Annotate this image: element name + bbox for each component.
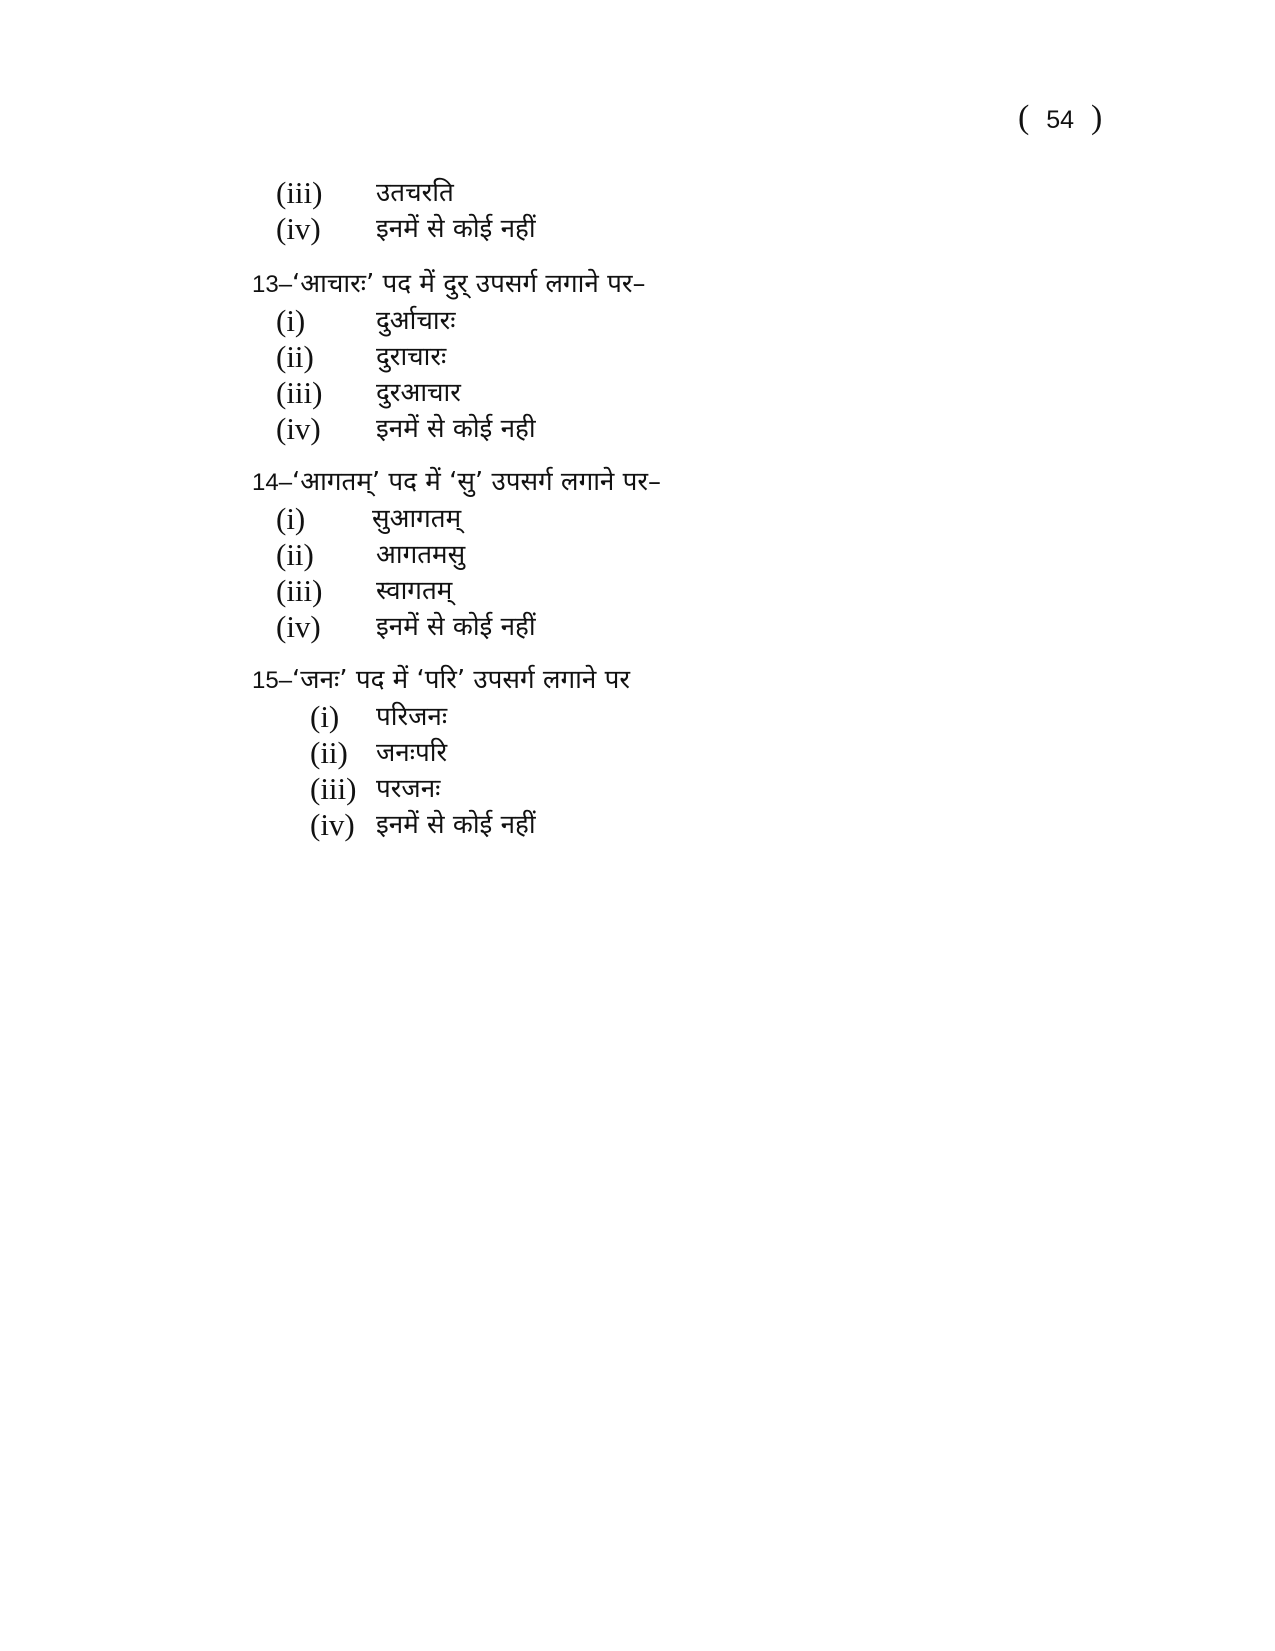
- question-text: ‘जनः’ पद में ‘परि’ उपसर्ग लगाने पर: [292, 665, 630, 695]
- question-number: 13–: [252, 271, 293, 298]
- question-15: [252, 660, 630, 700]
- option-roman: (iii): [310, 771, 357, 806]
- option-roman: (ii): [310, 735, 348, 770]
- option-text: परजनः: [376, 774, 441, 804]
- option-roman: (iv): [310, 807, 355, 842]
- question-number: 14–: [252, 469, 293, 496]
- option-text: इनमें से कोई नहीं: [376, 214, 536, 244]
- option-roman: (ii): [276, 339, 314, 374]
- page-number: [1018, 98, 1102, 140]
- option-text: इनमें से कोई नहीं: [376, 810, 536, 840]
- option-text: दुराचारः: [376, 342, 447, 372]
- option-roman: (iv): [276, 411, 321, 446]
- question-14: [252, 462, 661, 502]
- option-text: सुआगतम्: [372, 504, 462, 534]
- page-number-close-paren: ): [1091, 99, 1103, 136]
- option-roman: (i): [276, 501, 306, 536]
- option-roman: (ii): [276, 537, 314, 572]
- option-roman: (i): [276, 303, 306, 338]
- option-text: जनःपरि: [376, 738, 448, 768]
- option-text: उतचरति: [376, 178, 454, 208]
- option-roman: (iv): [276, 609, 321, 644]
- question-13: [252, 264, 646, 304]
- option-text: स्वागतम्: [376, 576, 453, 606]
- question-text: ‘आगतम्’ पद में ‘सु’ उपसर्ग लगाने पर–: [292, 467, 662, 497]
- option-text: इनमें से कोई नही: [376, 414, 536, 444]
- question-text: ‘आचारः’ पद में दुर् उपसर्ग लगाने पर–: [292, 269, 646, 299]
- question-number: 15–: [252, 667, 293, 694]
- option-roman: (iii): [276, 175, 323, 210]
- option-roman: (iii): [276, 375, 323, 410]
- option-roman: (iv): [276, 211, 321, 246]
- option-text: परिजनः: [376, 702, 448, 732]
- option-text: दुर्आचारः: [376, 306, 456, 336]
- option-roman: (i): [310, 699, 340, 734]
- page-number-open-paren: (: [1018, 99, 1030, 136]
- option-text: आगतमसु: [376, 540, 466, 570]
- option-roman: (iii): [276, 573, 323, 608]
- option-text: इनमें से कोई नहीं: [376, 612, 536, 642]
- option-text: दुरआचार: [376, 378, 461, 408]
- page-number-value: 54: [1046, 106, 1075, 134]
